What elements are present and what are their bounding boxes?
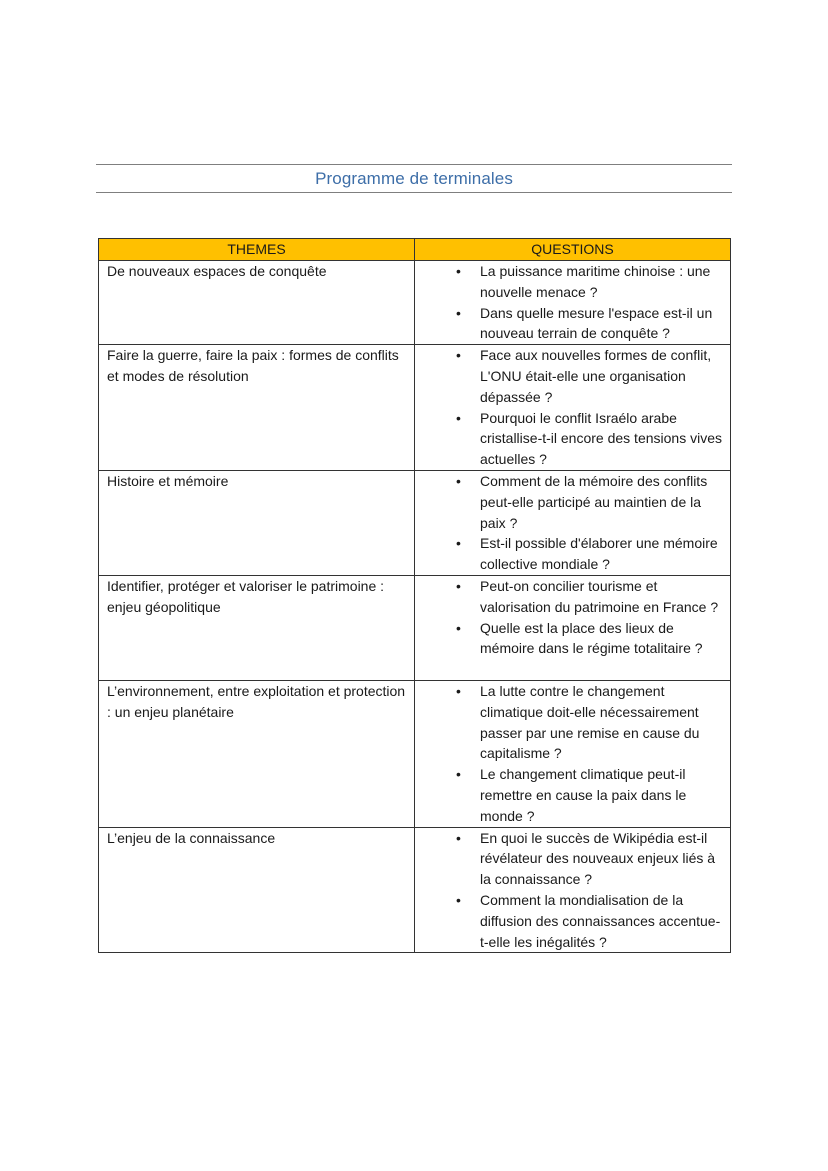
question-item: • Pourquoi le conflit Israélo arabe cristallise-t-il encore des tensions vives actuelles ? <box>423 408 724 470</box>
question-item: • Est-il possible d'élaborer une mémoire collective mondiale ? <box>423 533 724 575</box>
table-row <box>99 345 731 471</box>
questions-cell <box>415 470 731 575</box>
question-list <box>423 261 724 344</box>
theme-cell: Faire la guerre, faire la paix : formes de conflits et modes de résolution <box>99 345 415 471</box>
table-row <box>99 575 731 680</box>
theme-cell: L’enjeu de la connaissance <box>99 827 415 953</box>
table-header-row <box>99 239 731 261</box>
questions-cell <box>415 827 731 953</box>
themes-column-header: THEMES <box>99 239 415 261</box>
question-item: • Comment la mondialisation de la diffusion des connaissances accentue-t-elle les inégalités ? <box>423 890 724 952</box>
table-row <box>99 261 731 345</box>
question-list <box>423 681 724 827</box>
question-item: • Peut-on concilier tourisme et valorisation du patrimoine en France ? <box>423 576 724 618</box>
question-item: • La lutte contre le changement climatique doit-elle nécessairement passer par une remise en cause du capitalisme ? <box>423 681 724 764</box>
question-list <box>423 471 724 575</box>
question-list <box>423 345 724 470</box>
question-item: • La puissance maritime chinoise : une nouvelle menace ? <box>423 261 724 303</box>
question-item: • Quelle est la place des lieux de mémoire dans le régime totalitaire ? <box>423 618 724 660</box>
question-item: • En quoi le succès de Wikipédia est-il révélateur des nouveaux enjeux liés à la connaissance ? <box>423 828 724 890</box>
question-item: • Face aux nouvelles formes de conflit, L'ONU était-elle une organisation dépassée ? <box>423 345 724 407</box>
theme-cell: De nouveaux espaces de conquête <box>99 261 415 345</box>
questions-cell <box>415 261 731 345</box>
questions-cell <box>415 680 731 827</box>
theme-cell: L’environnement, entre exploitation et protection : un enjeu planétaire <box>99 680 415 827</box>
theme-cell: Identifier, protéger et valoriser le patrimoine : enjeu géopolitique <box>99 575 415 680</box>
questions-cell <box>415 575 731 680</box>
question-item: • Comment de la mémoire des conflits peut-elle participé au maintien de la paix ? <box>423 471 724 533</box>
questions-cell <box>415 345 731 471</box>
question-list <box>423 576 724 659</box>
table-row <box>99 680 731 827</box>
questions-column-header: QUESTIONS <box>415 239 731 261</box>
table-row <box>99 827 731 953</box>
question-item: • Dans quelle mesure l'espace est-il un nouveau terrain de conquête ? <box>423 303 724 345</box>
table-row <box>99 470 731 575</box>
program-table <box>98 238 731 953</box>
question-list <box>423 828 724 953</box>
page-title: Programme de terminales <box>315 169 513 188</box>
question-item: • Le changement climatique peut-il remettre en cause la paix dans le monde ? <box>423 764 724 826</box>
theme-cell: Histoire et mémoire <box>99 470 415 575</box>
document-title-bar <box>96 164 732 193</box>
